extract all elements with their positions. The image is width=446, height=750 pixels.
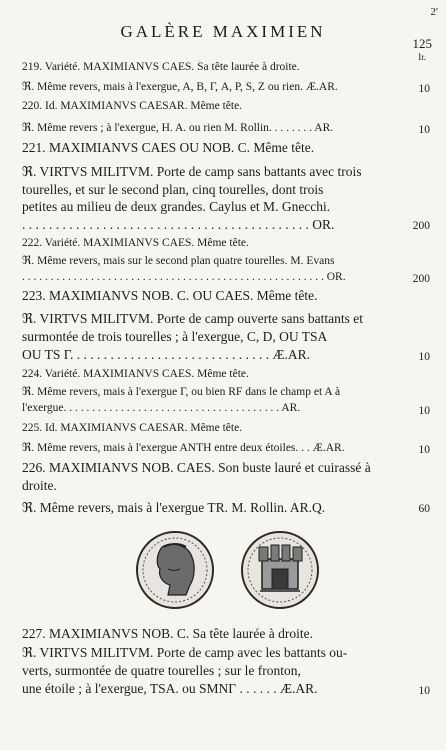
entry-227-value: 10 (418, 685, 430, 697)
entry-223-reverse-3: OU TS Г. . . . . . . . . . . . . . . . . . . . . . . . . . . . . . Æ.AR. (22, 347, 311, 362)
entry-226-heading-2: droite. (22, 478, 57, 493)
entry-226-value: 60 (418, 503, 430, 515)
entry-225-heading: 225. Id. MAXIMIANVS CAESAR. Même tête. (22, 422, 243, 434)
entry-221-reverse-1: ℜ. VIRTVS MILITVM. Porte de camp sans battants avec trois (22, 164, 362, 179)
entry-223-reverse-2: surmontée de trois tourelles ; à l'exergue, C, D, OU TSA (22, 329, 328, 344)
entry-219-heading: 219. Variété. MAXIMIANVS CAES. Sa tête laurée à droite. (22, 61, 300, 73)
page-number: 125 (412, 36, 432, 51)
entry-227-reverse-3: une étoile ; à l'exergue, TSA. ou SMNГ . . . . . . Æ.AR. (22, 681, 318, 696)
page-sub-mark: Ir. (418, 52, 426, 62)
entry-227-reverse-2: verts, surmontée de quatre tourelles ; sur le fronton, (22, 663, 301, 678)
entry-223-reverse-1: ℜ. VIRTVS MILITVM. Porte de camp ouverte sans battants et (22, 311, 363, 326)
page-title: GALÈRE MAXIMIEN (120, 22, 326, 41)
entry-223-value: 10 (418, 351, 430, 363)
coin-illustration (110, 525, 340, 615)
entry-227-heading: 227. MAXIMIANVS NOB. C. Sa tête laurée à droite. (22, 626, 313, 641)
entry-222-reverse-2: . . . . . . . . . . . . . . . . . . . . . . . . . . . . . . . . . . . . . . . . . . . . . . . . . . . . . OR. (22, 271, 346, 283)
coin-reverse-image (242, 532, 318, 608)
corner-mark: 2' (430, 6, 438, 18)
entry-225-reverse: ℜ. Même revers, mais à l'exergue ANTH entre deux étoiles. . . Æ.AR. (22, 442, 345, 454)
entry-221-reverse-3: petites au milieu de deux grandes. Caylus et M. Gnecchi. (22, 199, 331, 214)
entry-225-value: 10 (418, 444, 430, 456)
entry-224-value: 10 (418, 405, 430, 417)
entry-221-reverse-4: . . . . . . . . . . . . . . . . . . . . . . . . . . . . . . . . . . . . . . . . . . . OR. (22, 217, 335, 232)
entry-223-heading: 223. MAXIMIANVS NOB. C. OU CAES. Même tête. (22, 288, 318, 303)
entry-226-reverse: ℜ. Même revers, mais à l'exergue TR. M. Rollin. AR.Q. (22, 500, 326, 515)
entry-221-reverse-2: tourelles, et sur le second plan, cinq tourelles, dont trois (22, 182, 324, 197)
entry-224-reverse-2: l'exergue. . . . . . . . . . . . . . . . . . . . . . . . . . . . . . . . . . . . . . AR. (22, 402, 301, 414)
entry-226-heading-1: 226. MAXIMIANVS NOB. CAES. Son buste lauré et cuirassé à (22, 460, 371, 475)
entry-220-heading: 220. Id. MAXIMIANVS CAESAR. Même tête. (22, 100, 243, 112)
entry-220-value: 10 (418, 124, 430, 136)
entry-220-reverse: ℜ. Même revers ; à l'exergue, H. A. ou rien M. Rollin. . . . . . . . AR. (22, 122, 334, 134)
entry-222-heading: 222. Variété. MAXIMIANVS CAES. Même tête. (22, 237, 249, 249)
entry-227-reverse-1: ℜ. VIRTVS MILITVM. Porte de camp avec les battants ou- (22, 645, 348, 660)
entry-219-reverse: ℜ. Même revers, mais à l'exergue, A, B, Γ, A, P, S, Z ou rien. Æ.AR. (22, 81, 338, 93)
entry-224-heading: 224. Variété. MAXIMIANVS CAES. Même tête. (22, 368, 249, 380)
entry-222-value: 200 (412, 273, 430, 285)
entry-219-value: 10 (418, 83, 430, 95)
entry-222-reverse-1: ℜ. Même revers, mais sur le second plan quatre tourelles. M. Evans (22, 255, 335, 267)
coin-obverse-image (137, 532, 213, 608)
entry-221-heading: 221. MAXIMIANVS CAES OU NOB. C. Même tête. (22, 140, 315, 155)
entry-221-value: 200 (412, 220, 430, 232)
entry-224-reverse-1: ℜ. Même revers, mais à l'exergue Г, ou bien RF dans le champ et A à (22, 386, 341, 398)
